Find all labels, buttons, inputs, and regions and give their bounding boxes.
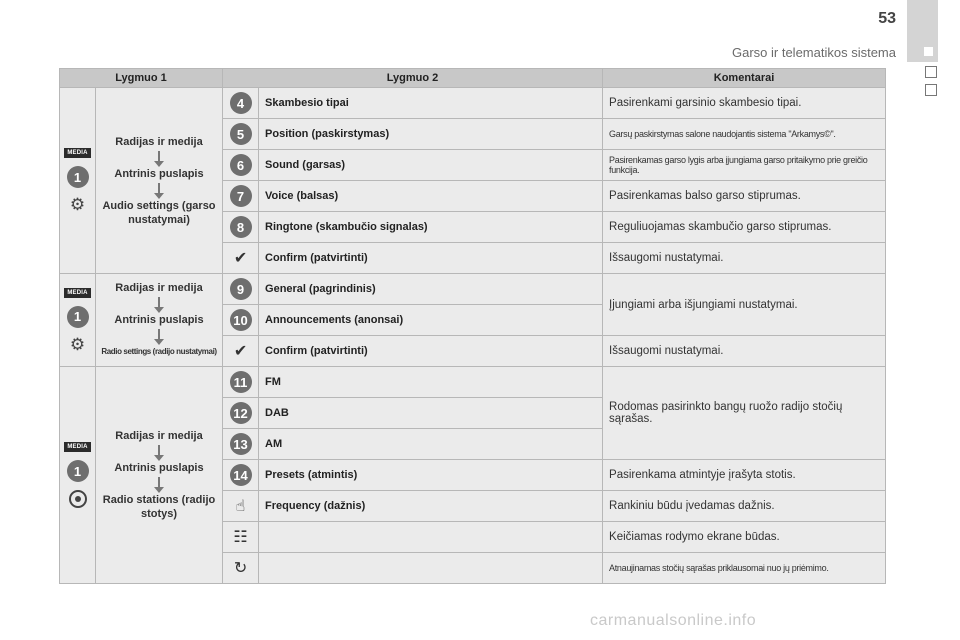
comment-cell: Atnaujinamas stočių sąrašas priklausomai nuo jų priėmimo. [603,553,886,584]
side-tab [907,0,938,62]
number-badge: 6 [230,154,252,176]
tab-marker [924,47,933,56]
level2-label: Announcements (anonsai) [259,305,603,336]
level2-label: General (pagrindinis) [259,274,603,305]
radio-icon [69,490,87,508]
arrow-down-icon [158,297,160,311]
level2-label: Presets (atmintis) [259,460,603,491]
level2-label: AM [259,429,603,460]
comment-cell: Pasirenkamas balso garso stiprumas. [603,181,886,212]
number-badge: 8 [230,216,252,238]
nav-step: Radijas ir medija [115,430,203,442]
nav-step: Radijas ir medija [115,135,203,148]
media-icon: MEDIA [64,148,90,158]
header-comments: Komentarai [603,69,886,88]
comment-cell: Pasirenkami garsinio skambesio tipai. [603,88,886,119]
table-header-row [60,69,886,88]
table-row [60,367,886,398]
arrow-down-icon [158,477,160,491]
level2-label: Confirm (patvirtinti) [259,336,603,367]
hand-pointer-icon: ☝ [235,498,246,515]
checkmark-icon: ✔ [233,250,248,267]
level2-label [259,553,603,584]
number-badge: 5 [230,123,252,145]
side-box [925,84,937,96]
number-badge: 4 [230,92,252,114]
list-view-icon: ☷ [233,529,248,546]
nav-step: Antrinis puslapis [114,314,204,326]
level2-label: Position (paskirstymas) [259,119,603,150]
icon-cell [60,88,96,274]
level1-cell [96,367,223,584]
nav-step: Radio stations (radijo stotys) [102,494,216,520]
number-badge: 9 [230,278,252,300]
comment-cell: Keičiamas rodymo ekrane būdas. [603,522,886,553]
watermark: carmanualsonline.info [590,612,757,629]
header-level1: Lygmuo 1 [60,69,223,88]
comment-cell: Išsaugomi nustatymai. [603,243,886,274]
number-badge: 1 [67,306,89,328]
icon-cell [60,274,96,367]
level2-label: Ringtone (skambučio signalas) [259,212,603,243]
refresh-icon: ↻ [233,560,248,577]
nav-step: Antrinis puslapis [114,167,204,180]
number-badge: 1 [67,460,89,482]
comment-cell: Išsaugomi nustatymai. [603,336,886,367]
level2-label: Frequency (dažnis) [259,491,603,522]
comment-cell: Reguliuojamas skambučio garso stiprumas. [603,212,886,243]
level2-label: FM [259,367,603,398]
level1-cell [96,88,223,274]
arrow-down-icon [158,151,160,165]
number-badge: 7 [230,185,252,207]
media-icon: MEDIA [64,288,90,298]
arrow-down-icon [158,183,160,197]
nav-step: Antrinis puslapis [114,462,204,474]
number-badge: 13 [230,433,252,455]
comment-cell: Įjungiami arba išjungiami nustatymai. [603,274,886,336]
arrow-down-icon [158,329,160,343]
nav-step: Radio settings (radijo nustatymai) [101,347,217,356]
comment-cell: Rodomas pasirinkto bangų ruožo radijo stočių sąrašas. [603,367,886,460]
level2-label: Voice (balsas) [259,181,603,212]
level2-label: Confirm (patvirtinti) [259,243,603,274]
number-badge: 12 [230,402,252,424]
nav-step: Audio settings (garso nustatymai) [102,199,216,226]
comment-cell: Rankiniu būdu įvedamas dažnis. [603,491,886,522]
number-badge: 1 [67,166,89,188]
gear-icon: ⚙ [69,195,86,214]
settings-table [59,68,886,584]
level2-label: DAB [259,398,603,429]
comment-cell: Pasirenkama atmintyje įrašyta stotis. [603,460,886,491]
arrow-down-icon [158,445,160,459]
header-level2: Lygmuo 2 [223,69,603,88]
level1-cell [96,274,223,367]
side-box [925,66,937,78]
number-badge: 10 [230,309,252,331]
icon-cell [60,367,96,584]
comment-cell: Pasirenkamas garso lygis arba įjungiama garso pritaikymo prie greičio funkcija. [603,150,886,181]
number-badge: 14 [230,464,252,486]
number-badge: 11 [230,371,252,393]
gear-icon: ⚙ [69,334,86,354]
level2-label: Skambesio tipai [259,88,603,119]
checkmark-icon: ✔ [233,343,248,360]
page-number: 53 [878,10,896,27]
table-row [60,88,886,119]
comment-cell: Garsų paskirstymas salone naudojantis sistema "Arkamys©". [603,119,886,150]
level2-label: Sound (garsas) [259,150,603,181]
table-row [60,274,886,305]
level2-label [259,522,603,553]
media-icon: MEDIA [64,442,90,452]
section-title: Garso ir telematikos sistema [732,45,896,60]
nav-step: Radijas ir medija [115,282,203,294]
